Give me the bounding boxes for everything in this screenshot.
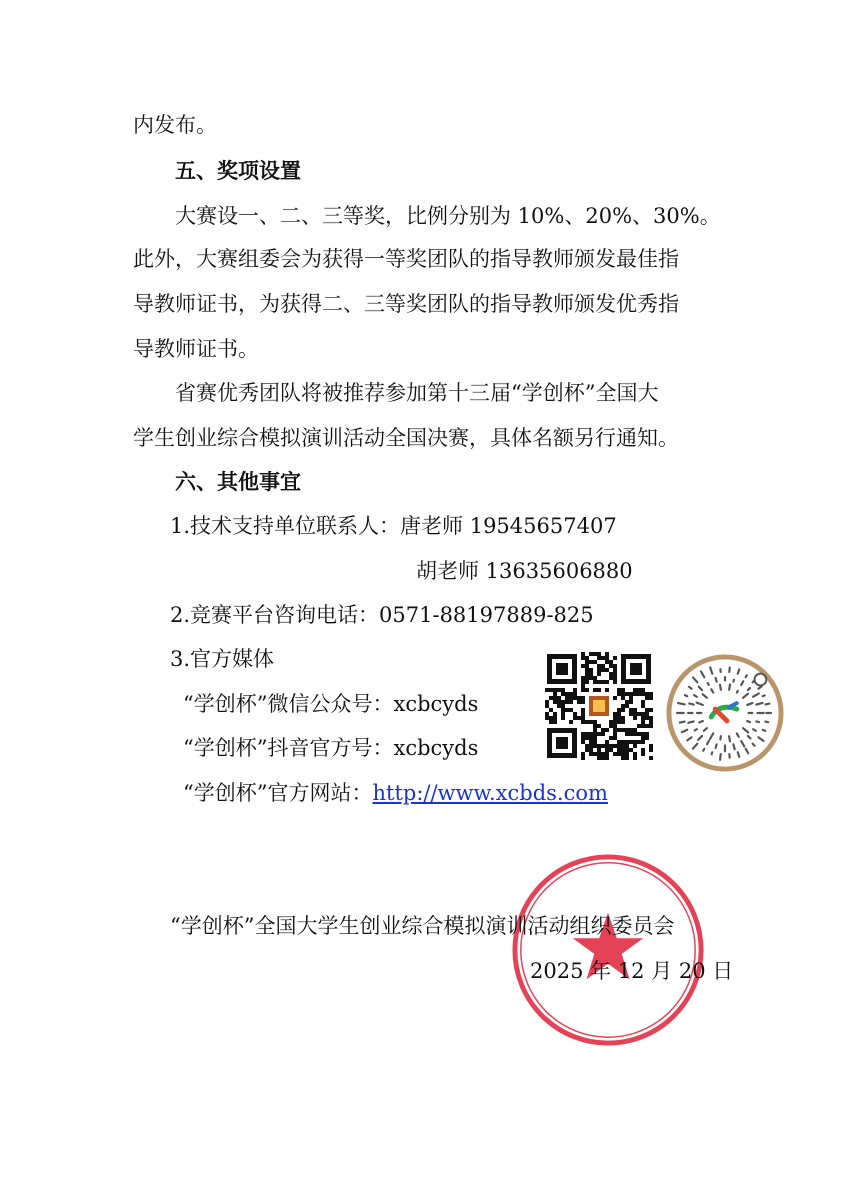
wechat-line: “学创杯”微信公众号：xcbcyds [183, 692, 479, 716]
section-heading-other: 六、其他事宜 [175, 470, 301, 494]
phone-line: 2.竞赛平台咨询电话：0571-88197889-825 [170, 603, 594, 627]
mini-program-code-icon [666, 654, 784, 772]
awards-paragraph-line: 此外，大赛组委会为获得一等奖团队的指导教师颁发最佳指 [133, 247, 679, 271]
recommend-paragraph-line: 学生创业综合模拟演训活动全国决赛，具体名额另行通知。 [133, 426, 679, 450]
website-label: “学创杯”官方网站： [183, 781, 373, 805]
recommend-paragraph-line: 省赛优秀团队将被推荐参加第十三届“学创杯”全国大 [175, 381, 659, 405]
douyin-line: “学创杯”抖音官方号：xcbcyds [183, 736, 479, 760]
section-heading-awards: 五、奖项设置 [175, 159, 301, 183]
website-line [183, 779, 608, 807]
website-link[interactable]: http://www.xcbds.com [372, 781, 608, 805]
contact-line: 1.技术支持单位联系人：唐老师 19545657407 [170, 514, 617, 538]
media-title: 3.官方媒体 [170, 647, 275, 671]
awards-paragraph-line: 导教师证书。 [133, 337, 259, 361]
awards-paragraph-line: 大赛设一、二、三等奖，比例分别为 10%、20%、30%。 [175, 204, 721, 228]
contact-line: 胡老师 13635606880 [416, 559, 633, 583]
official-seal-icon [510, 852, 706, 1048]
qr-code-icon [545, 652, 653, 760]
signature-date: 2025 年 12 月 20 日 [530, 959, 734, 983]
signature-organization: “学创杯”全国大学生创业综合模拟演训活动组织委员会 [170, 914, 675, 938]
awards-paragraph-line: 导教师证书，为获得二、三等奖团队的指导教师颁发优秀指 [133, 292, 679, 316]
continuation-line: 内发布。 [133, 113, 217, 137]
